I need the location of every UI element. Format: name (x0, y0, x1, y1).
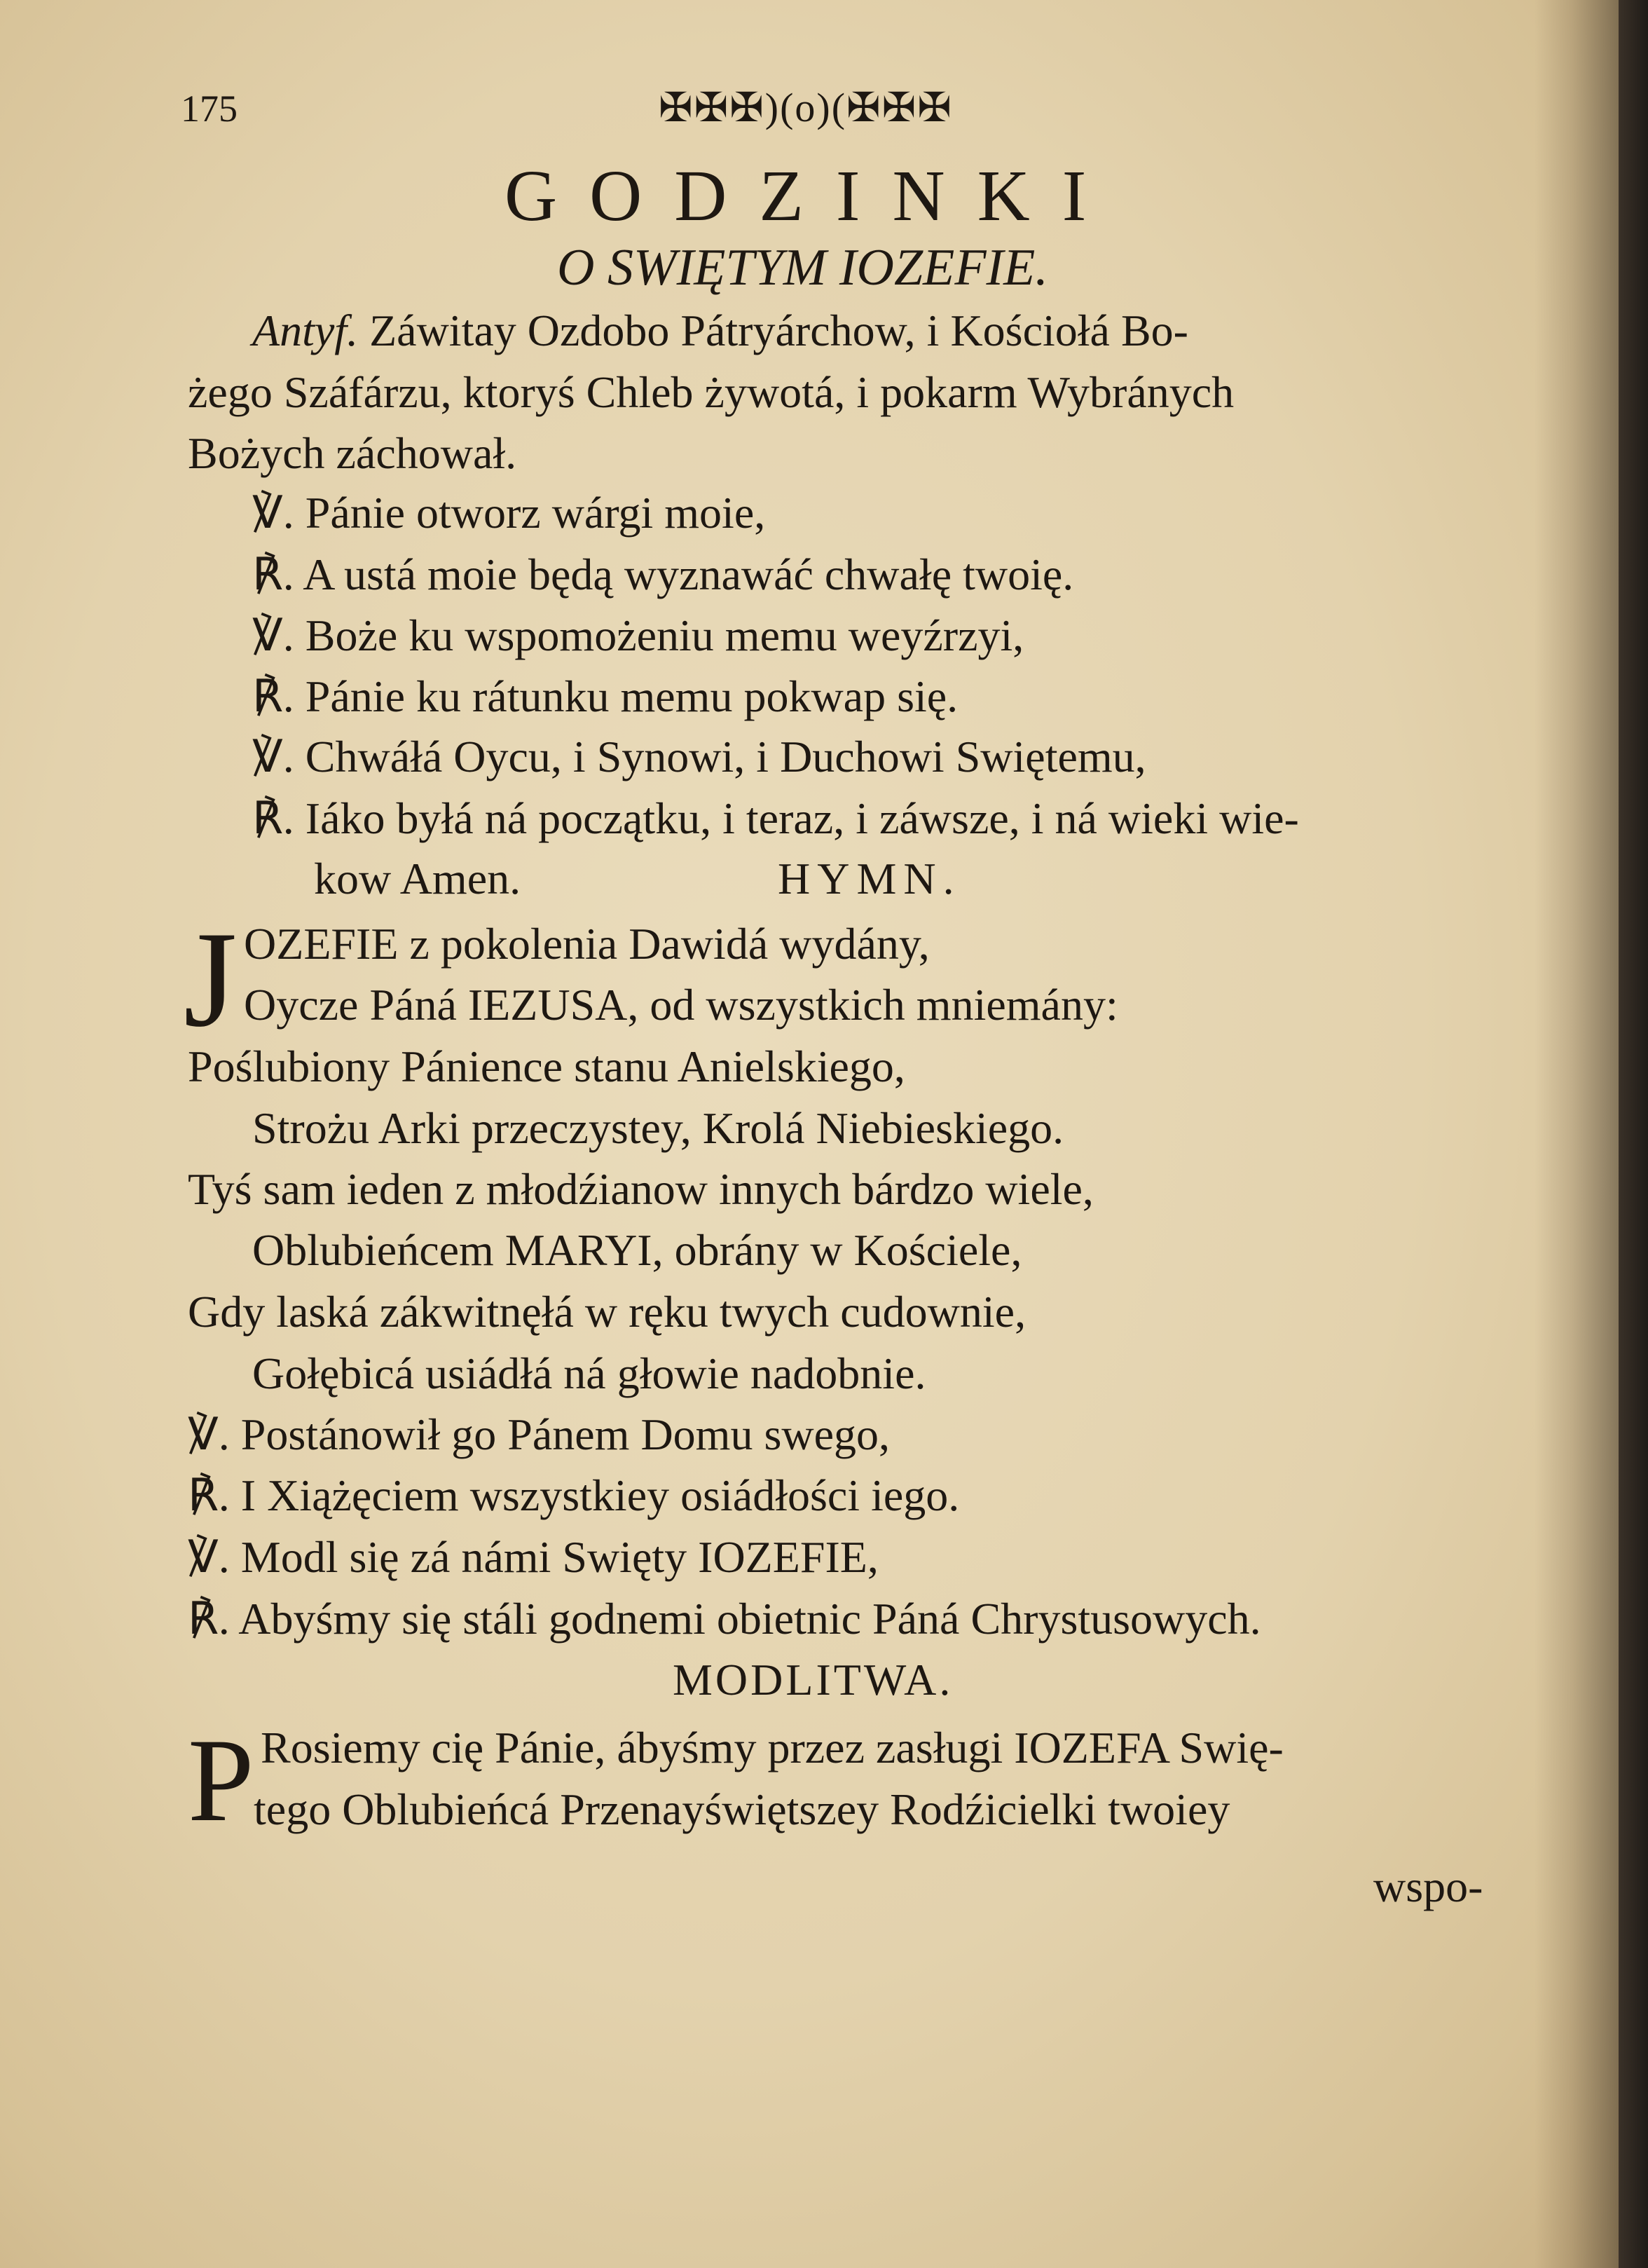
versicle-line: ℣. Pánie otworz wárgi moie, (252, 488, 766, 538)
amen-line: kow Amen. (314, 854, 521, 903)
versicle-line: ℟. Abyśmy się stáli godnemi obietnic Páná Chrystusowych. (188, 1594, 1261, 1644)
antyfona-line-2: żego Száfárzu, ktoryś Chleb żywotá, i pokarm Wybránych (188, 367, 1235, 417)
hymn-heading: HYMN. (778, 854, 961, 903)
hymn-verse: Gdy laská zákwitnęłá w ręku twych cudownie, (188, 1287, 1026, 1337)
hymn-verse: Poślubiony Pánience stanu Anielskiego, (188, 1041, 905, 1091)
hymn-line-1: OZEFIE z pokolenia Dawidá wydány, (244, 919, 930, 969)
header-ornament: ✠✠✠)(o)(✠✠✠ (659, 85, 953, 130)
antyfona-label: Antyf. (252, 306, 359, 355)
hymn-verse: Tyś sam ieden z młodźianow innych bárdzo wiele, (188, 1164, 1094, 1214)
prayer-dropcap: P (188, 1714, 254, 1846)
page-title: GODZINKI (504, 156, 1119, 236)
versicle-line: ℣. Postánowił go Pánem Domu swego, (188, 1409, 890, 1459)
hymn-line-2: Oycze Páná IEZUSA, od wszystkich mniemány: (244, 980, 1118, 1030)
page-subtitle: O SWIĘTYM IOZEFIE. (557, 239, 1048, 296)
catchword: wspo- (1373, 1861, 1483, 1911)
versicle-line: ℟. Iáko byłá ná początku, i teraz, i záwsze, i ná wieki wie- (252, 793, 1299, 843)
versicle-line: ℟. I Xiążęciem wszystkiey osiádłości iego. (188, 1470, 960, 1520)
versicle-line: ℟. A ustá moie będą wyznawáć chwałę twoię. (252, 549, 1074, 599)
prayer-line-1: Rosiemy cię Pánie, ábyśmy przez zasługi IOZEFA Swię- (261, 1723, 1284, 1772)
antyfona-line-1 (252, 308, 1188, 353)
versicle-line: ℣. Modl się zá námi Swięty IOZEFIE, (188, 1532, 879, 1582)
antyfona-text-1: Záwitay Ozdobo Pátryárchow, i Kościołá Bo- (369, 306, 1188, 355)
hymn-dropcap: J (184, 903, 238, 1056)
page-number: 175 (181, 88, 238, 130)
hymn-verse: Strożu Arki przeczystey, Krolá Niebieskiego. (252, 1103, 1064, 1153)
versicle-line: ℣. Chwáłá Oycu, i Synowi, i Duchowi Swiętemu, (252, 732, 1146, 781)
versicle-line: ℟. Pánie ku rátunku memu pokwap się. (252, 671, 959, 721)
hymn-verse: Gołębicá usiádłá ná głowie nadobnie. (252, 1348, 926, 1398)
antyfona-line-3: Bożych záchował. (188, 428, 517, 478)
prayer-line-2: tego Oblubieńcá Przenayświętszey Rodźicielki twoiey (254, 1784, 1230, 1834)
book-edge (1619, 0, 1648, 2268)
prayer-heading: MODLITWA. (673, 1655, 954, 1705)
hymn-verse: Oblubieńcem MARYI, obrány w Kościele, (252, 1225, 1022, 1275)
versicle-line: ℣. Boże ku wspomożeniu memu weyźrzyi, (252, 610, 1024, 660)
page-gutter-shadow (1534, 0, 1619, 2268)
